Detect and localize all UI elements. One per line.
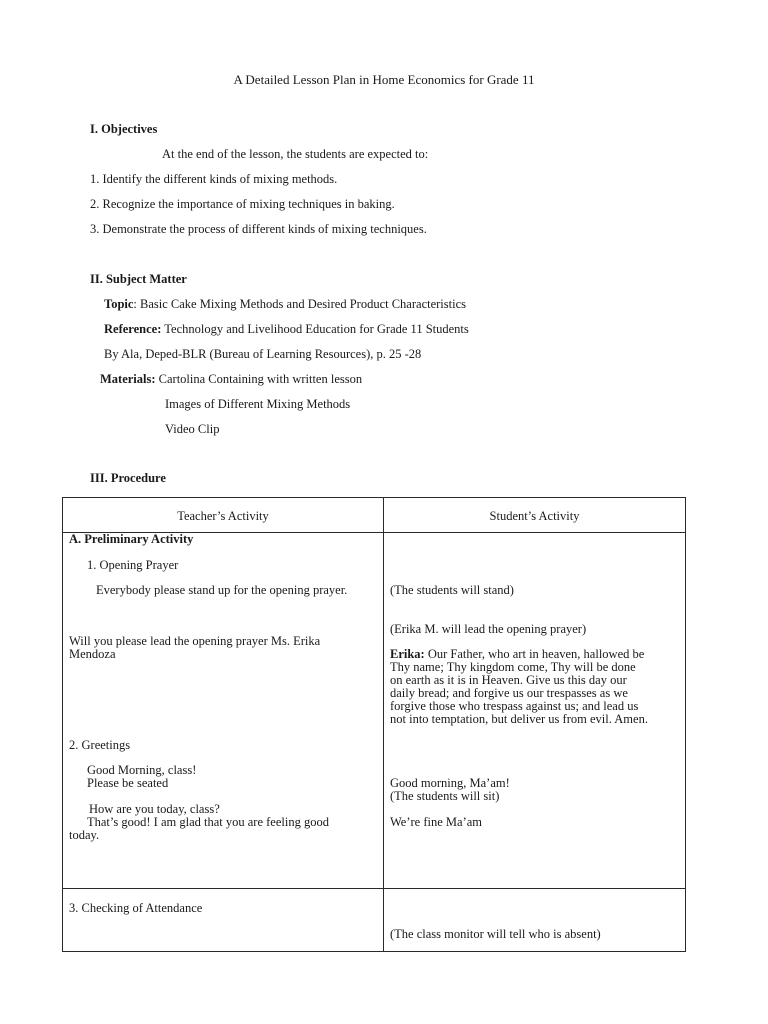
reference-label: Reference: xyxy=(104,322,162,336)
reference-line-2: By Ala, Deped-BLR (Bureau of Learning Resources), p. 25 -28 xyxy=(104,347,422,361)
objectives-heading: I. Objectives xyxy=(90,122,158,136)
topic-line xyxy=(104,298,466,311)
teacher-line: How are you today, class? xyxy=(89,802,220,816)
procedure-heading: III. Procedure xyxy=(90,471,166,485)
reference-line xyxy=(104,323,469,336)
objectives-intro: At the end of the lesson, the students are expected to: xyxy=(162,147,429,161)
col-student-label: Student’s Activity xyxy=(489,509,580,523)
prayer-line: not into temptation, but deliver us from evil. Amen. xyxy=(390,712,648,726)
teacher-cell-preliminary xyxy=(63,533,384,889)
material-item: Images of Different Mixing Methods xyxy=(165,397,351,411)
attendance-heading: 3. Checking of Attendance xyxy=(69,901,203,915)
prayer-text: Our Father, who art in heaven, hallowed be xyxy=(427,647,645,661)
student-cell-preliminary xyxy=(384,533,686,889)
header-teacher xyxy=(63,498,384,533)
student-line: (The students will stand) xyxy=(390,583,514,597)
student-line: Good morning, Ma’am! xyxy=(390,776,510,790)
objective-item: 1. Identify the different kinds of mixing methods. xyxy=(90,172,338,186)
student-line: We’re fine Ma’am xyxy=(390,815,482,829)
topic-label: Topic xyxy=(104,297,134,311)
teacher-line: Please be seated xyxy=(87,776,169,790)
reference-value: Technology and Livelihood Education for Grade 11 Students xyxy=(164,322,469,336)
teacher-line: Will you please lead the opening prayer Ms. Erika xyxy=(69,634,321,648)
procedure-table xyxy=(62,497,686,952)
teacher-line: Good Morning, class! xyxy=(87,763,197,777)
student-line: (The class monitor will tell who is absent) xyxy=(390,927,601,941)
prayer-line: Thy name; Thy kingdom come, Thy will be done xyxy=(390,660,636,674)
prayer-line: on earth as it is in Heaven. Give us this day our xyxy=(390,673,627,687)
materials-line xyxy=(100,373,362,386)
objective-item: 3. Demonstrate the process of different kinds of mixing techniques. xyxy=(90,222,427,236)
material-item: Cartolina Containing with written lesson xyxy=(158,372,363,386)
teacher-line: today. xyxy=(69,828,100,842)
header-student xyxy=(384,498,686,533)
teacher-line: Mendoza xyxy=(69,647,116,661)
subject-matter-heading: II. Subject Matter xyxy=(90,272,187,286)
erika-label: Erika: xyxy=(390,647,425,661)
prayer-line: forgive those who trespass against us; and lead us xyxy=(390,699,639,713)
teacher-cell-attendance xyxy=(63,889,384,952)
document-title: A Detailed Lesson Plan in Home Economics for Grade 11 xyxy=(233,72,535,87)
greetings-heading: 2. Greetings xyxy=(69,738,131,752)
opening-prayer-heading: 1. Opening Prayer xyxy=(87,558,179,572)
teacher-line: That’s good! I am glad that you are feeling good xyxy=(87,815,329,829)
objective-item: 2. Recognize the importance of mixing techniques in baking. xyxy=(90,197,395,211)
topic-value: : Basic Cake Mixing Methods and Desired Product Characteristics xyxy=(133,297,466,311)
preliminary-heading: A. Preliminary Activity xyxy=(69,532,194,546)
student-cell-attendance xyxy=(384,889,686,952)
student-line: (The students will sit) xyxy=(390,789,500,803)
prayer-line: daily bread; and forgive us our trespasses as we xyxy=(390,686,628,700)
materials-label: Materials: xyxy=(100,372,156,386)
material-item: Video Clip xyxy=(165,422,220,436)
student-line: (Erika M. will lead the opening prayer) xyxy=(390,622,587,636)
teacher-line: Everybody please stand up for the opening prayer. xyxy=(96,583,348,597)
col-teacher-label: Teacher’s Activity xyxy=(177,509,269,523)
